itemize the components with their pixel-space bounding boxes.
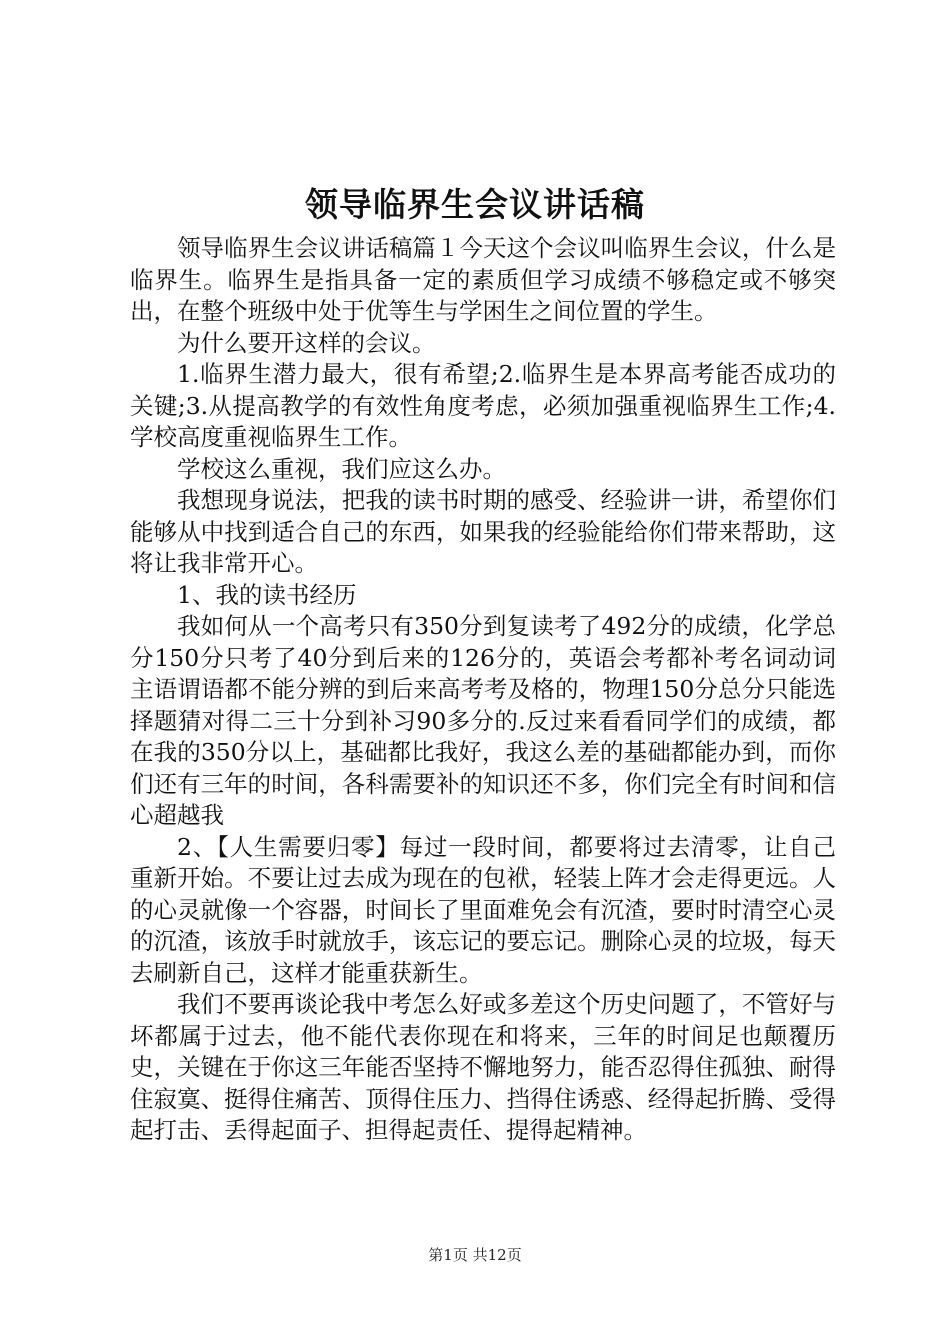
paragraph: 我想现身说法，把我的读书时期的感受、经验讲一讲，希望你们能够从中找到适合自己的东西，如果我的经验能给你们带来帮助，这将让我非常开心。 xyxy=(130,486,836,577)
paragraph: 1.临界生潜力最大，很有希望;2.临界生是本界高考能否成功的关键;3.从提高教学的有效性角度考虑，必须加强重视临界生工作;4.学校高度重视临界生工作。 xyxy=(130,360,836,451)
page-footer: 第1页 共12页 xyxy=(428,1246,522,1264)
paragraph: 领导临界生会议讲话稿篇１今天这个会议叫临界生会议，什么是临界生。临界生是指具备一定的素质但学习成绩不够稳定或不够突出，在整个班级中处于优等生与学困生之间位置的学生。 xyxy=(130,234,836,325)
paragraph: 2、【人生需要归零】每过一段时间，都要将过去清零，让自己重新开始。不要让过去成为现在的包袱，轻装上阵才会走得更远。人的心灵就像一个容器，时间长了里面难免会有沉渣，要时时清空心灵的沉渣，该放手时就放手，该忘记的要忘记。删除心灵的垃圾，每天去刷新自己，这样才能重获新生。 xyxy=(130,832,836,987)
section-heading: 1、我的读书经历 xyxy=(177,580,357,609)
document-title: 领导临界生会议讲话稿 xyxy=(305,185,645,224)
paragraph: 我如何从一个高考只有350分到复读考了492分的成绩，化学总分150分只考了40分到后来的126分的，英语会考都补考名词动词主语谓语都不能分辨的到后来高考考及格的，物理150分总分只能选择题猜对得二三十分到补习90多分的.反过来看看同学们的成绩，都在我的350分以上，基础都比我好，我这么差的基础都能办到，而你们还有三年的时间，各科需要补的知识还不多，你们完全有时间和信心超越我 xyxy=(130,612,836,829)
paragraph: 我们不要再谈论我中考怎么好或多差这个历史问题了，不管好与坏都属于过去，他不能代表你现在和将来，三年的时间足也颠覆历史，关键在于你这三年能否坚持不懈地努力，能否忍得住孤独、耐得住寂寞、挺得住痛苦、顶得住压力、挡得住诱惑、经得起折腾、受得起打击、丢得起面子、担得起责任、提得起精神。 xyxy=(130,990,836,1144)
document-body xyxy=(130,233,836,1147)
paragraph: 学校这么重视，我们应这么办。 xyxy=(177,454,506,483)
paragraph: 为什么要开这样的会议。 xyxy=(177,328,436,357)
